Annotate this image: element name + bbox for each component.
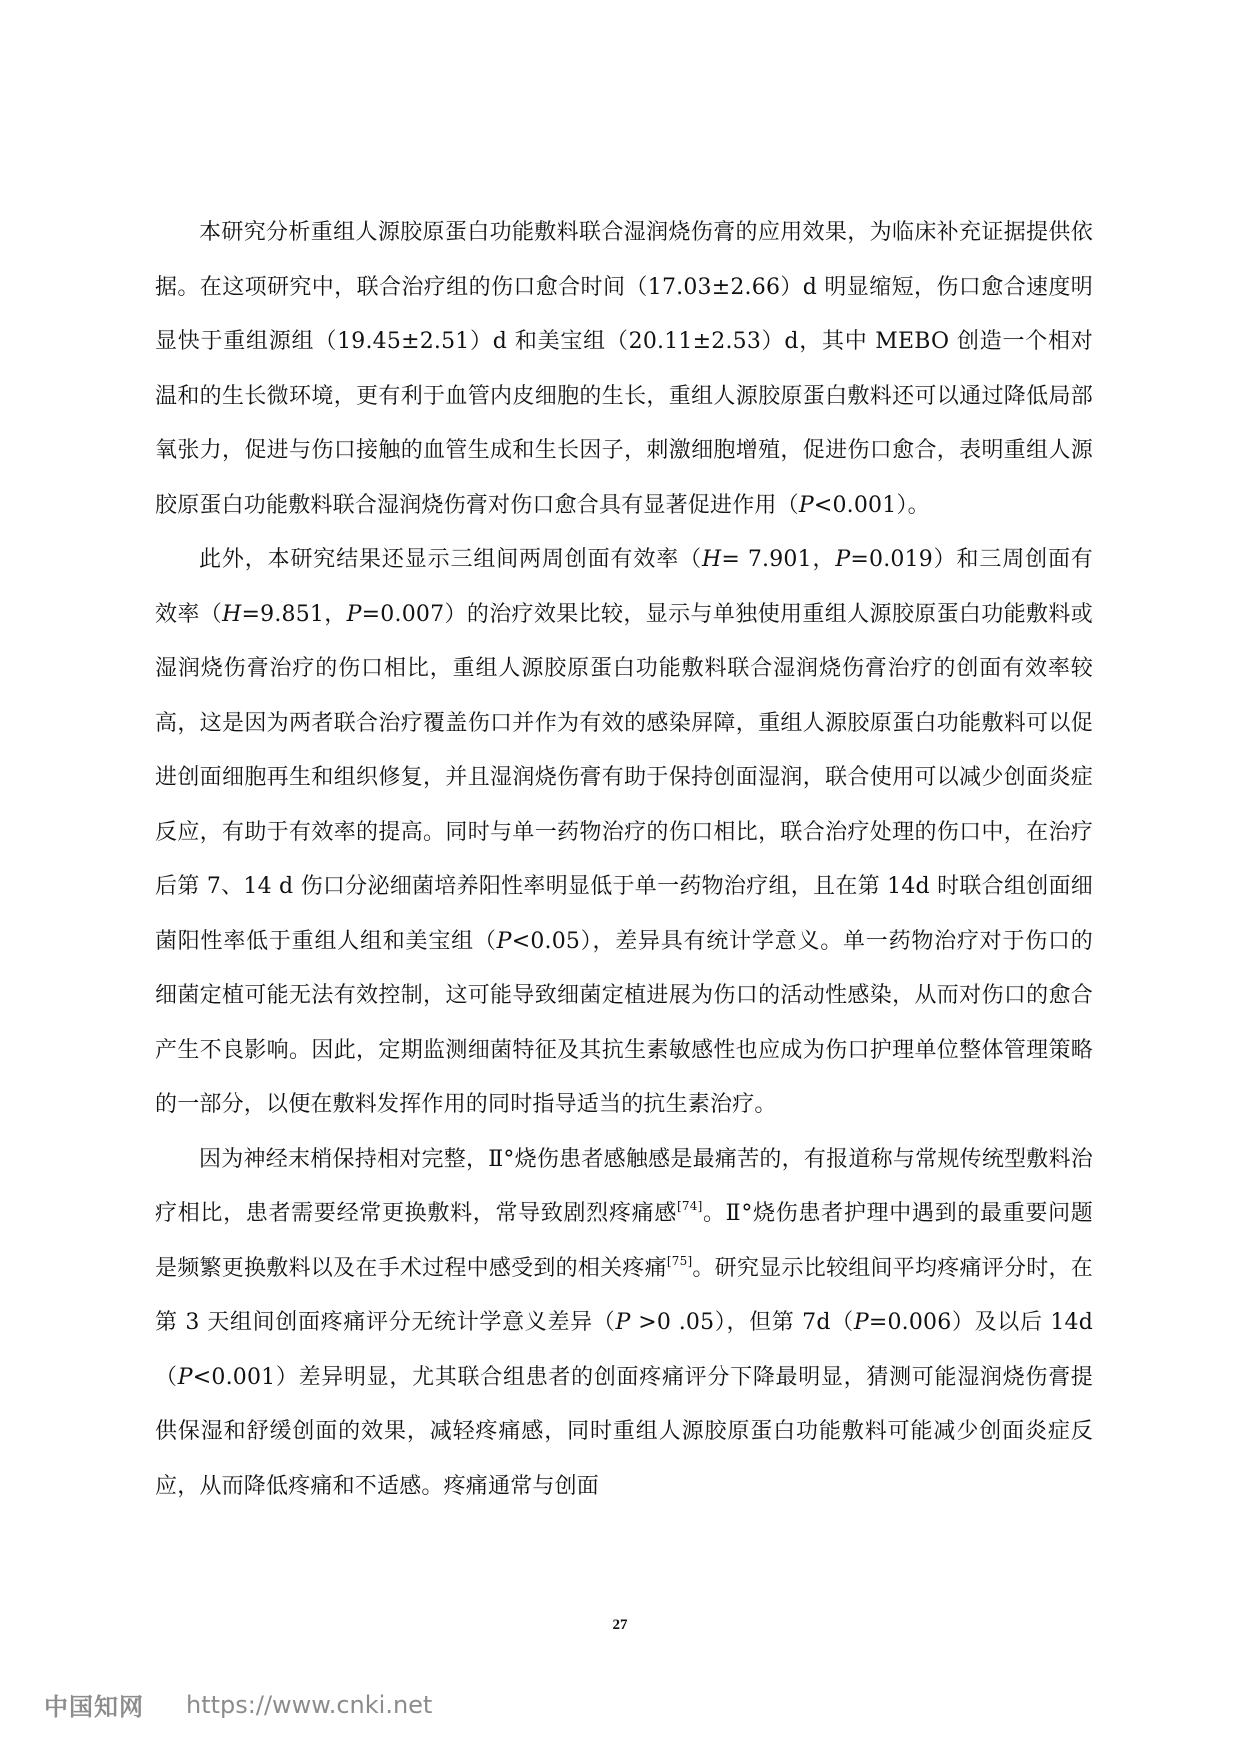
paragraph-effective-rate: 此外，本研究结果还显示三组间两周创面有效率（H= 7.901，P=0.019）和三周创面有效率（H=9.851，P=0.007）的治疗效果比较，显示与单独使用重组人源胶原蛋白功能敷料或湿润烧伤膏治疗的伤口相比，重组人源胶原蛋白功能敷料联合湿润烧伤膏治疗的创面有效率较高，这是因为两者联合治疗覆盖伤口并作为有效的感染屏障，重组人源胶原蛋白功能敷料可以促进创面细胞再生和组织修复，并且湿润烧伤膏有助于保持创面湿润，联合使用可以减少创面炎症反应，有助于有效率的提高。同时与单一药物治疗的伤口相比，联合治疗处理的伤口中，在治疗后第 7、14 d 伤口分泌细菌培养阳性率明显低于单一药物治疗组，且在第 14d 时联合组创面细菌阳性率低于重组人组和美宝组（P<0.05），差异具有统计学意义。单一药物治疗对于伤口的细菌定植可能无法有效控制，这可能导致细菌定植进展为伤口的活动性感染，从而对伤口的愈合产生不良影响。因此，定期监测细菌特征及其抗生素敏感性也应成为伤口护理单位整体管理策略的一部分，以便在敷料发挥作用的同时指导适当的抗生素治疗。	[155, 547, 1094, 1117]
page-number: 27	[612, 1617, 628, 1633]
citation-74: [74]	[677, 1199, 703, 1213]
paragraph-pain: 因为神经末梢保持相对完整，Ⅱ°烧伤患者感触感是最痛苦的，有报道称与常规传统型敷料治疗相比，患者需要经常更换敷料，常导致剧烈疼痛感[74]。Ⅱ°烧伤患者护理中遇到的最重要问题是频繁更换敷料以及在手术过程中感受到的相关疼痛[75]。研究显示比较组间平均疼痛评分时，在第 3 天组间创面疼痛评分无统计学意义差异（P >0 .05），但第 7d（P=0.006）及以后 14d（P<0.001）差异明显，尤其联合组患者的创面疼痛评分下降最明显，猜测可能湿润烧伤膏提供保湿和舒缓创面的效果，减轻疼痛感，同时重组人源胶原蛋白功能敷料可能减少创面炎症反应，从而降低疼痛和不适感。疼痛通常与创面	[155, 1146, 1093, 1499]
cnki-url: https://www.cnki.net	[186, 1690, 433, 1719]
cnki-watermark	[44, 1687, 432, 1722]
page-body	[155, 206, 1093, 1514]
citation-75: [75]	[666, 1253, 693, 1268]
paragraph-healing-time: 本研究分析重组人源胶原蛋白功能敷料联合湿润烧伤膏的应用效果，为临床补充证据提供依据。在这项研究中，联合治疗组的伤口愈合时间（17.03±2.66）d 明显缩短，伤口愈合速度明显快于重组源组（19.45±2.51）d 和美宝组（20.11±2.53）d，其中 MEBO 创造一个相对温和的生长微环境，更有利于血管内皮细胞的生长，重组人源胶原蛋白敷料还可以通过降低局部氧张力，促进与伤口接触的血管生成和生长因子，刺激细胞增殖，促进伤口愈合，表明重组人源胶原蛋白功能敷料联合湿润烧伤膏对伤口愈合具有显著促进作用（P<0.001）。	[155, 220, 1093, 518]
cnki-logo: 中国知网	[44, 1693, 144, 1721]
